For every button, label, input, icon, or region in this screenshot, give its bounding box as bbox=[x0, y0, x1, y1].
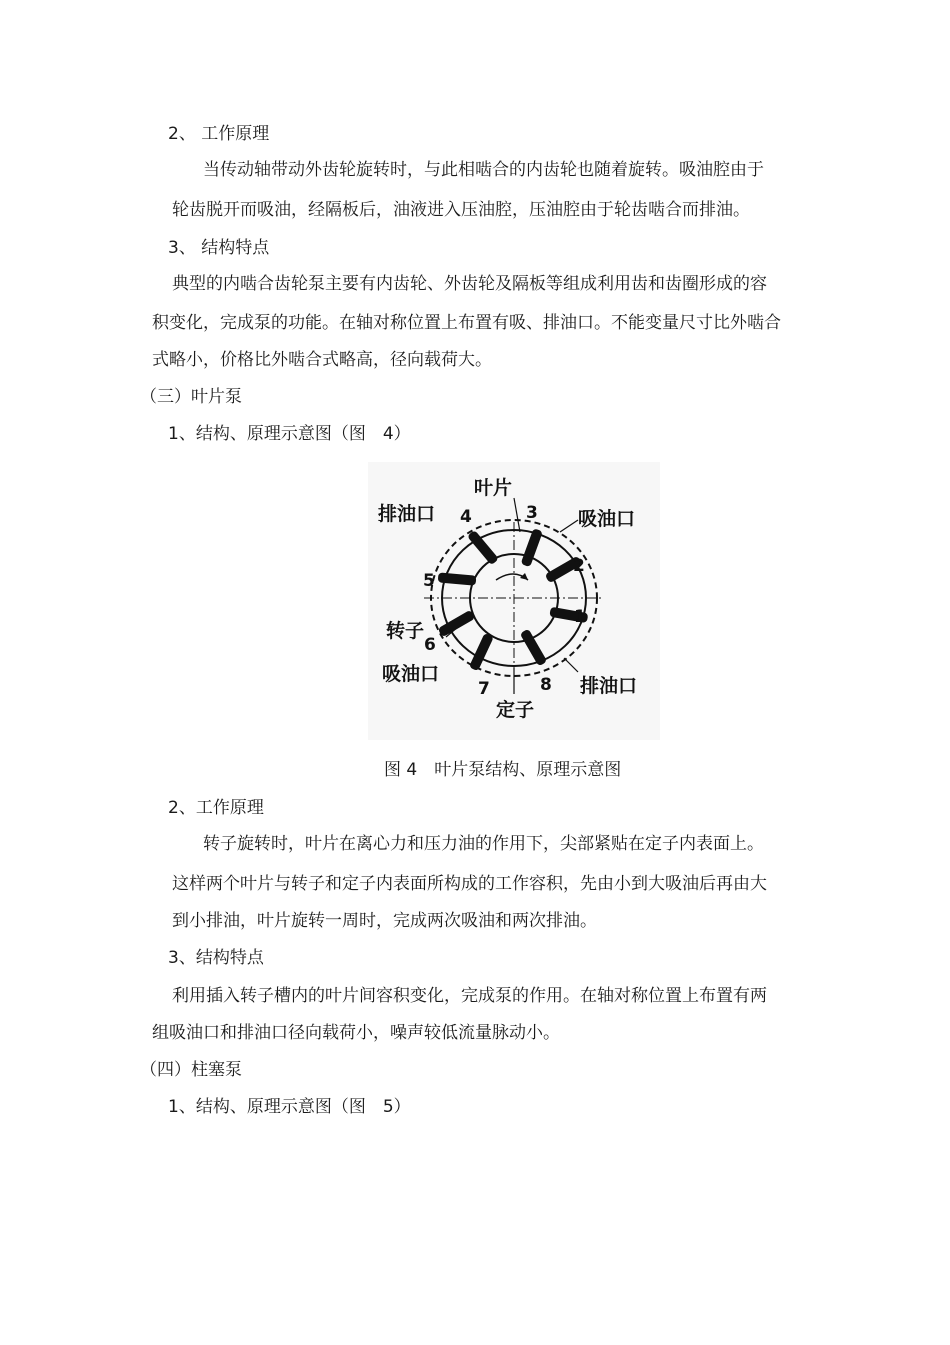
paragraph-line: 到小排油，叶片旋转一周时，完成两次吸油和两次排油。 bbox=[172, 911, 597, 931]
vane-number: 1 bbox=[574, 607, 586, 627]
paragraph-line: 利用插入转子槽内的叶片间容积变化，完成泵的作用。在轴对称位置上布置有两 bbox=[172, 986, 767, 1006]
vane-number: 8 bbox=[540, 675, 552, 695]
vane-pump-heading: （三）叶片泵 bbox=[140, 387, 242, 407]
paragraph-line: 转子旋转时，叶片在离心力和压力油的作用下，尖部紧贴在定子内表面上。 bbox=[203, 834, 764, 854]
vane-pump-diagram bbox=[368, 462, 660, 740]
paragraph-line: 当传动轴带动外齿轮旋转时，与此相啮合的内齿轮也随着旋转。吸油腔由于 bbox=[203, 160, 764, 180]
paragraph-line: 这样两个叶片与转子和定子内表面所构成的工作容积，先由小到大吸油后再由大 bbox=[172, 874, 767, 894]
label-discharge-port-left: 排油口 bbox=[378, 503, 436, 525]
section-3-heading: 3、 结构特点 bbox=[168, 238, 270, 258]
subsection-heading: 2、工作原理 bbox=[168, 798, 264, 818]
subsection-heading: 1、结构、原理示意图（图 4） bbox=[168, 424, 411, 444]
label-stator: 定子 bbox=[496, 699, 535, 721]
section-2-heading: 2、 工作原理 bbox=[168, 124, 270, 144]
subsection-heading: 3、结构特点 bbox=[168, 948, 264, 968]
figure-caption: 图 4 叶片泵结构、原理示意图 bbox=[384, 760, 622, 780]
vane-number: 5 bbox=[423, 571, 435, 591]
label-suction-port-left: 吸油口 bbox=[382, 663, 440, 685]
label-suction-port-right: 吸油口 bbox=[578, 508, 636, 530]
vane-number: 3 bbox=[526, 503, 538, 523]
label-discharge-port-right: 排油口 bbox=[580, 675, 638, 697]
paragraph-line: 积变化，完成泵的功能。在轴对称位置上布置有吸、排油口。不能变量尺寸比外啮合 bbox=[152, 313, 781, 333]
vane-number: 7 bbox=[478, 679, 490, 699]
piston-pump-heading: （四）柱塞泵 bbox=[140, 1060, 242, 1080]
vane-number: 6 bbox=[424, 635, 436, 655]
paragraph-line: 组吸油口和排油口径向载荷小，噪声较低流量脉动小。 bbox=[152, 1023, 560, 1043]
vane-number: 2 bbox=[573, 556, 585, 576]
vane-number: 4 bbox=[460, 507, 472, 527]
vane-pump-svg bbox=[368, 462, 660, 740]
label-rotor: 转子 bbox=[386, 620, 425, 642]
label-vane: 叶片 bbox=[474, 477, 513, 499]
subsection-heading: 1、结构、原理示意图（图 5） bbox=[168, 1097, 411, 1117]
paragraph-line: 轮齿脱开而吸油，经隔板后，油液进入压油腔，压油腔由于轮齿啮合而排油。 bbox=[172, 200, 750, 220]
paragraph-line: 式略小，价格比外啮合式略高，径向载荷大。 bbox=[152, 350, 492, 370]
paragraph-line: 典型的内啮合齿轮泵主要有内齿轮、外齿轮及隔板等组成利用齿和齿圈形成的容 bbox=[172, 274, 767, 294]
